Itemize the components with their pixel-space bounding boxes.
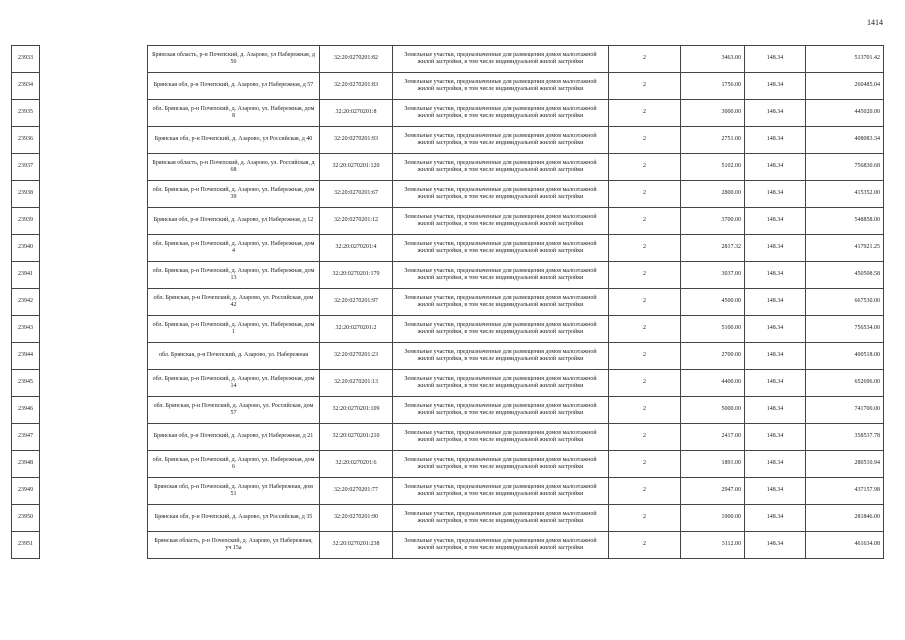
area-cell: 1891.00 xyxy=(681,451,745,478)
land-use-type-cell: Земельные участки, предназначенные для размещения домов малоэтажной жилой застройки, в том числе индивидуальной жилой застройки xyxy=(393,127,609,154)
address-cell: обл. Брянская, р-н Почепский, д. Азарово, ул. Российская, дом 57 xyxy=(148,397,320,424)
cadastral-value-cell: 408083.34 xyxy=(806,127,884,154)
spacer-cell xyxy=(40,181,148,208)
cadastral-value-cell: 667530.00 xyxy=(806,289,884,316)
row-number: 23941 xyxy=(12,262,40,289)
specific-value-cell: 148.34 xyxy=(745,208,806,235)
table-body xyxy=(12,46,884,559)
cadastral-value-table xyxy=(11,45,884,559)
table-row xyxy=(12,127,884,154)
cadastral-value-cell: 461634.08 xyxy=(806,532,884,559)
cadastral-number-cell: 32:20:0270201:13 xyxy=(320,370,393,397)
spacer-cell xyxy=(40,532,148,559)
land-use-type-cell: Земельные участки, предназначенные для размещения домов малоэтажной жилой застройки, в том числе индивидуальной жилой застройки xyxy=(393,154,609,181)
address-cell: обл. Брянская, р-н Почепский, д. Азарово, ул. Российская, дом 42 xyxy=(148,289,320,316)
group-cell: 2 xyxy=(609,100,681,127)
address-cell: Брянская обл, р-н Почепский, д. Азарово, ул Российская, д 40 xyxy=(148,127,320,154)
land-use-type-cell: Земельные участки, предназначенные для размещения домов малоэтажной жилой застройки, в том числе индивидуальной жилой застройки xyxy=(393,316,609,343)
specific-value-cell: 148.34 xyxy=(745,451,806,478)
cadastral-number-cell: 32:20:0270201:93 xyxy=(320,127,393,154)
table-row xyxy=(12,397,884,424)
row-number: 23937 xyxy=(12,154,40,181)
cadastral-number-cell: 32:20:0270201:2 xyxy=(320,316,393,343)
specific-value-cell: 148.34 xyxy=(745,424,806,451)
specific-value-cell: 148.34 xyxy=(745,343,806,370)
cadastral-number-cell: 32:20:0270201:6 xyxy=(320,451,393,478)
row-number: 23951 xyxy=(12,532,40,559)
cadastral-value-cell: 437157.98 xyxy=(806,478,884,505)
cadastral-value-cell: 756534.00 xyxy=(806,316,884,343)
address-cell: Брянская область, р-н Почепский, д. Азарово, ул Набережная, уч 15а xyxy=(148,532,320,559)
table-row xyxy=(12,262,884,289)
spacer-cell xyxy=(40,316,148,343)
row-number: 23950 xyxy=(12,505,40,532)
group-cell: 2 xyxy=(609,73,681,100)
spacer-cell xyxy=(40,154,148,181)
group-cell: 2 xyxy=(609,451,681,478)
cadastral-number-cell: 32:20:0270201:97 xyxy=(320,289,393,316)
table-row xyxy=(12,154,884,181)
cadastral-number-cell: 32:20:0270201:77 xyxy=(320,478,393,505)
cadastral-value-cell: 450508.58 xyxy=(806,262,884,289)
cadastral-value-cell: 445020.00 xyxy=(806,100,884,127)
group-cell: 2 xyxy=(609,343,681,370)
table-row xyxy=(12,343,884,370)
cadastral-value-cell: 417921.25 xyxy=(806,235,884,262)
row-number: 23944 xyxy=(12,343,40,370)
address-cell: обл. Брянская, р-н Почепский, д. Азарово, ул. Набережная, дом 8 xyxy=(148,100,320,127)
cadastral-value-cell: 741700.00 xyxy=(806,397,884,424)
land-use-type-cell: Земельные участки, предназначенные для размещения домов малоэтажной жилой застройки, в том числе индивидуальной жилой застройки xyxy=(393,46,609,73)
row-number: 23940 xyxy=(12,235,40,262)
group-cell: 2 xyxy=(609,235,681,262)
cadastral-value-cell: 280510.94 xyxy=(806,451,884,478)
address-cell: обл. Брянская, р-н Почепский, д. Азарово, ул. Набережная, дом 39 xyxy=(148,181,320,208)
cadastral-number-cell: 32:20:0270201:23 xyxy=(320,343,393,370)
row-number: 23948 xyxy=(12,451,40,478)
group-cell: 2 xyxy=(609,478,681,505)
land-use-type-cell: Земельные участки, предназначенные для размещения домов малоэтажной жилой застройки, в том числе индивидуальной жилой застройки xyxy=(393,451,609,478)
land-use-type-cell: Земельные участки, предназначенные для размещения домов малоэтажной жилой застройки, в том числе индивидуальной жилой застройки xyxy=(393,289,609,316)
row-number: 23936 xyxy=(12,127,40,154)
table-row xyxy=(12,532,884,559)
area-cell: 3700.00 xyxy=(681,208,745,235)
address-cell: Брянская область, р-н Почепский, д. Азарово, ул Набережная, д 56 xyxy=(148,46,320,73)
area-cell: 2800.00 xyxy=(681,181,745,208)
area-cell: 3000.00 xyxy=(681,100,745,127)
spacer-cell xyxy=(40,289,148,316)
cadastral-number-cell: 32:20:0270201:109 xyxy=(320,397,393,424)
row-number: 23938 xyxy=(12,181,40,208)
specific-value-cell: 148.34 xyxy=(745,100,806,127)
land-use-type-cell: Земельные участки, предназначенные для размещения домов малоэтажной жилой застройки, в том числе индивидуальной жилой застройки xyxy=(393,478,609,505)
specific-value-cell: 148.34 xyxy=(745,370,806,397)
row-number: 23933 xyxy=(12,46,40,73)
address-cell: обл. Брянская, р-н Почепский, д. Азарово, ул. Набережная, дом 13 xyxy=(148,262,320,289)
land-use-type-cell: Земельные участки, предназначенные для размещения домов малоэтажной жилой застройки, в том числе индивидуальной жилой застройки xyxy=(393,532,609,559)
specific-value-cell: 148.34 xyxy=(745,262,806,289)
cadastral-value-cell: 281846.00 xyxy=(806,505,884,532)
group-cell: 2 xyxy=(609,154,681,181)
address-cell: Брянская область, р-н Почепский, д. Азарово, ул. Российская, д 68 xyxy=(148,154,320,181)
cadastral-number-cell: 32:20:0270201:4 xyxy=(320,235,393,262)
address-cell: обл. Брянская, р-н Почепский, д. Азарово, ул. Набережная, дом 14 xyxy=(148,370,320,397)
address-cell: Брянская обл, р-н Почепский, д. Азарово, ул Российская, д 35 xyxy=(148,505,320,532)
specific-value-cell: 148.34 xyxy=(745,235,806,262)
specific-value-cell: 148.34 xyxy=(745,73,806,100)
specific-value-cell: 148.34 xyxy=(745,478,806,505)
table-row xyxy=(12,208,884,235)
area-cell: 3112.00 xyxy=(681,532,745,559)
cadastral-value-cell: 756830.68 xyxy=(806,154,884,181)
area-cell: 5000.00 xyxy=(681,397,745,424)
area-cell: 2817.32 xyxy=(681,235,745,262)
table-row xyxy=(12,181,884,208)
cadastral-value-cell: 513701.42 xyxy=(806,46,884,73)
spacer-cell xyxy=(40,100,148,127)
specific-value-cell: 148.34 xyxy=(745,127,806,154)
row-number: 23939 xyxy=(12,208,40,235)
spacer-cell xyxy=(40,208,148,235)
spacer-cell xyxy=(40,370,148,397)
table-row xyxy=(12,46,884,73)
table-row xyxy=(12,451,884,478)
cadastral-value-cell: 548858.00 xyxy=(806,208,884,235)
table-row xyxy=(12,505,884,532)
table-row xyxy=(12,316,884,343)
cadastral-value-cell: 400518.00 xyxy=(806,343,884,370)
table-row xyxy=(12,100,884,127)
row-number: 23934 xyxy=(12,73,40,100)
cadastral-number-cell: 32:20:0270201:210 xyxy=(320,424,393,451)
row-number: 23943 xyxy=(12,316,40,343)
group-cell: 2 xyxy=(609,208,681,235)
page-number: 1414 xyxy=(867,18,883,27)
row-number: 23942 xyxy=(12,289,40,316)
area-cell: 2947.00 xyxy=(681,478,745,505)
area-cell: 4400.00 xyxy=(681,370,745,397)
group-cell: 2 xyxy=(609,46,681,73)
cadastral-number-cell: 32:20:0270201:67 xyxy=(320,181,393,208)
cadastral-number-cell: 32:20:0270201:82 xyxy=(320,46,393,73)
spacer-cell xyxy=(40,73,148,100)
cadastral-number-cell: 32:20:0270201:83 xyxy=(320,73,393,100)
spacer-cell xyxy=(40,505,148,532)
group-cell: 2 xyxy=(609,316,681,343)
row-number: 23935 xyxy=(12,100,40,127)
address-cell: обл. Брянская, р-н Почепский, д. Азарово, ул. Набережная, дом 1 xyxy=(148,316,320,343)
area-cell: 2417.00 xyxy=(681,424,745,451)
address-cell: Брянская обл, р-н Почепский, д. Азарово, ул Набережная, дом 51 xyxy=(148,478,320,505)
spacer-cell xyxy=(40,451,148,478)
address-cell: обл. Брянская, р-н Почепский, д. Азарово, ул. Набережная, дом 6 xyxy=(148,451,320,478)
specific-value-cell: 148.34 xyxy=(745,181,806,208)
cadastral-value-cell: 652696.00 xyxy=(806,370,884,397)
spacer-cell xyxy=(40,46,148,73)
spacer-cell xyxy=(40,262,148,289)
address-cell: обл. Брянская, р-н Почепский, д. Азарово, ул. Набережная, дом 4 xyxy=(148,235,320,262)
land-use-type-cell: Земельные участки, предназначенные для размещения домов малоэтажной жилой застройки, в том числе индивидуальной жилой застройки xyxy=(393,262,609,289)
area-cell: 2700.00 xyxy=(681,343,745,370)
row-number: 23945 xyxy=(12,370,40,397)
spacer-cell xyxy=(40,235,148,262)
cadastral-value-cell: 358537.78 xyxy=(806,424,884,451)
land-use-type-cell: Земельные участки, предназначенные для размещения домов малоэтажной жилой застройки, в том числе индивидуальной жилой застройки xyxy=(393,424,609,451)
area-cell: 1900.00 xyxy=(681,505,745,532)
table-row xyxy=(12,370,884,397)
table-row xyxy=(12,424,884,451)
spacer-cell xyxy=(40,424,148,451)
land-use-type-cell: Земельные участки, предназначенные для размещения домов малоэтажной жилой застройки, в том числе индивидуальной жилой застройки xyxy=(393,181,609,208)
specific-value-cell: 148.34 xyxy=(745,532,806,559)
land-use-type-cell: Земельные участки, предназначенные для размещения домов малоэтажной жилой застройки, в том числе индивидуальной жилой застройки xyxy=(393,397,609,424)
land-use-type-cell: Земельные участки, предназначенные для размещения домов малоэтажной жилой застройки, в том числе индивидуальной жилой застройки xyxy=(393,100,609,127)
table-row xyxy=(12,73,884,100)
cadastral-number-cell: 32:20:0270201:90 xyxy=(320,505,393,532)
address-cell: Брянская обл, р-н Почепский, д. Азарово, ул Набережная, д 21 xyxy=(148,424,320,451)
group-cell: 2 xyxy=(609,262,681,289)
address-cell: Брянская обл, р-н Почепский, д. Азарово, ул Набережная, д 57 xyxy=(148,73,320,100)
table-row xyxy=(12,289,884,316)
cadastral-number-cell: 32:20:0270201:238 xyxy=(320,532,393,559)
group-cell: 2 xyxy=(609,370,681,397)
cadastral-value-cell: 415352.00 xyxy=(806,181,884,208)
spacer-cell xyxy=(40,397,148,424)
spacer-cell xyxy=(40,127,148,154)
group-cell: 2 xyxy=(609,181,681,208)
spacer-cell xyxy=(40,478,148,505)
group-cell: 2 xyxy=(609,127,681,154)
cadastral-number-cell: 32:20:0270201:120 xyxy=(320,154,393,181)
spacer-cell xyxy=(40,343,148,370)
specific-value-cell: 148.34 xyxy=(745,505,806,532)
specific-value-cell: 148.34 xyxy=(745,154,806,181)
cadastral-number-cell: 32:20:0270201:179 xyxy=(320,262,393,289)
group-cell: 2 xyxy=(609,424,681,451)
land-use-type-cell: Земельные участки, предназначенные для размещения домов малоэтажной жилой застройки, в том числе индивидуальной жилой застройки xyxy=(393,370,609,397)
specific-value-cell: 148.34 xyxy=(745,397,806,424)
group-cell: 2 xyxy=(609,505,681,532)
area-cell: 3463.00 xyxy=(681,46,745,73)
land-use-type-cell: Земельные участки, предназначенные для размещения домов малоэтажной жилой застройки, в том числе индивидуальной жилой застройки xyxy=(393,208,609,235)
address-cell: обл. Брянская, р-н Почепский, д. Азарово, ул. Набережная xyxy=(148,343,320,370)
cadastral-value-cell: 260485.04 xyxy=(806,73,884,100)
land-use-type-cell: Земельные участки, предназначенные для размещения домов малоэтажной жилой застройки, в том числе индивидуальной жилой застройки xyxy=(393,73,609,100)
specific-value-cell: 148.34 xyxy=(745,289,806,316)
specific-value-cell: 148.34 xyxy=(745,46,806,73)
area-cell: 5102.00 xyxy=(681,154,745,181)
row-number: 23949 xyxy=(12,478,40,505)
land-use-type-cell: Земельные участки, предназначенные для размещения домов малоэтажной жилой застройки, в том числе индивидуальной жилой застройки xyxy=(393,235,609,262)
table-row xyxy=(12,478,884,505)
area-cell: 5100.00 xyxy=(681,316,745,343)
row-number: 23947 xyxy=(12,424,40,451)
group-cell: 2 xyxy=(609,397,681,424)
land-use-type-cell: Земельные участки, предназначенные для размещения домов малоэтажной жилой застройки, в том числе индивидуальной жилой застройки xyxy=(393,343,609,370)
area-cell: 1756.00 xyxy=(681,73,745,100)
table-row xyxy=(12,235,884,262)
row-number: 23946 xyxy=(12,397,40,424)
land-use-type-cell: Земельные участки, предназначенные для размещения домов малоэтажной жилой застройки, в том числе индивидуальной жилой застройки xyxy=(393,505,609,532)
address-cell: Брянская обл, р-н Почепский, д. Азарово, ул Набережная, д 12 xyxy=(148,208,320,235)
area-cell: 3037.00 xyxy=(681,262,745,289)
group-cell: 2 xyxy=(609,532,681,559)
area-cell: 2751.00 xyxy=(681,127,745,154)
group-cell: 2 xyxy=(609,289,681,316)
cadastral-number-cell: 32:20:0270201:8 xyxy=(320,100,393,127)
specific-value-cell: 148.34 xyxy=(745,316,806,343)
area-cell: 4500.00 xyxy=(681,289,745,316)
cadastral-number-cell: 32:20:0270201:12 xyxy=(320,208,393,235)
